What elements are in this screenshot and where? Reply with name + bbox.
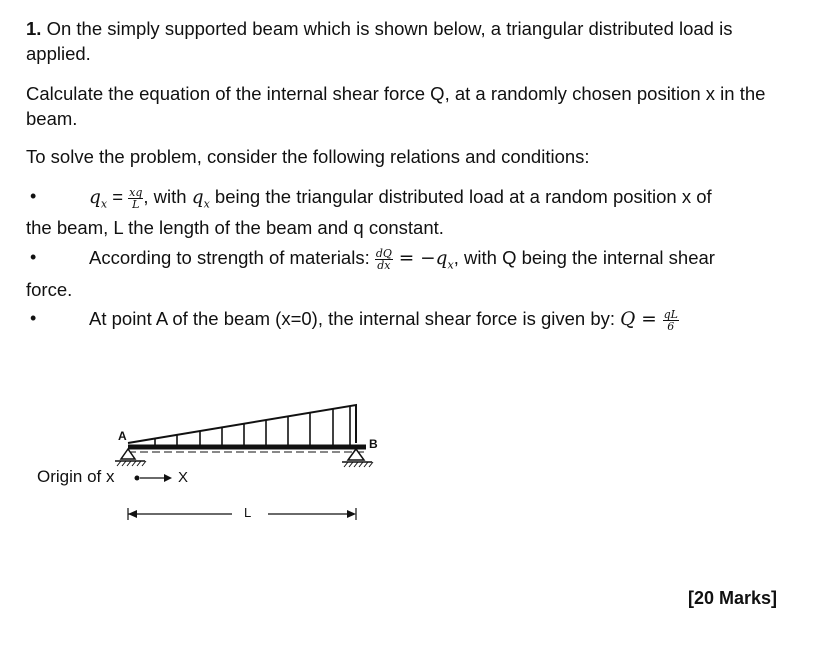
load-arrows	[155, 406, 350, 446]
origin-dot	[135, 476, 140, 481]
length-label: L	[244, 505, 252, 520]
label-a: A	[118, 429, 127, 443]
marks-label: [20 Marks]	[687, 588, 777, 608]
triangular-load-outline	[128, 405, 356, 443]
bullet-3-text: At point A of the beam (x=0), the internal shear force is given by:	[89, 308, 621, 329]
equals: =	[107, 186, 129, 207]
frac-den: 6	[667, 319, 675, 333]
bullet-dot: •	[30, 186, 37, 206]
bullet-dot: •	[30, 247, 37, 267]
frac-num: xq	[129, 185, 143, 199]
bullet-2-line2: force.	[26, 279, 73, 300]
frac-den: L	[132, 197, 140, 211]
frac-num: qL	[663, 307, 678, 321]
length-dimension	[128, 508, 356, 520]
with-text: , with	[143, 186, 192, 207]
intro-text: On the simply supported beam which is shown below, a triangular distributed load is applied.	[26, 18, 733, 64]
frac-den: dx	[377, 258, 391, 272]
qx-symbol: q	[89, 187, 101, 208]
qx-symbol-2: q	[191, 187, 204, 208]
q-equals: Q =	[620, 309, 663, 330]
x-arrow-head	[164, 474, 172, 482]
neg-qx: = −q	[392, 248, 448, 269]
bullet-2-rest: , with Q being the internal shear	[453, 247, 715, 268]
bullet-1-rest: being the triangular distributed load at a random position x of	[209, 186, 712, 207]
qx-subscript: x	[447, 258, 454, 272]
frac-num: dQ	[375, 246, 392, 260]
label-b: B	[369, 437, 378, 451]
task-text: Calculate the equation of the internal shear force Q, at a randomly chosen position x in the beam.	[26, 83, 766, 129]
origin-label: Origin of x	[37, 467, 115, 486]
instructions-text: To solve the problem, consider the following relations and conditions:	[26, 146, 590, 167]
bullet-dot: •	[30, 308, 37, 328]
qx-subscript-2: x	[203, 197, 210, 211]
bullet-2-text: According to strength of materials:	[89, 247, 375, 268]
qx-subscript: x	[100, 197, 108, 211]
bullet-1-line2: the beam, L the length of the beam and q constant.	[26, 217, 444, 238]
question-number: 1.	[26, 18, 42, 39]
x-axis-label: X	[178, 469, 189, 486]
